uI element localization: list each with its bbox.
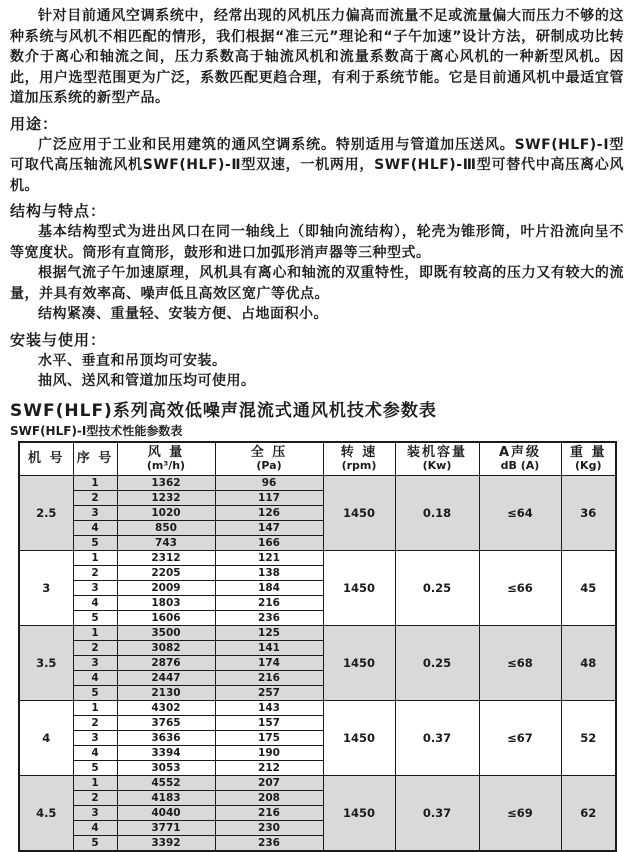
rpm-cell: 1450 xyxy=(323,550,395,625)
usage-paragraph: 广泛应用于工业和民用建筑的通风空调系统。特别适用与管道加压送风。SWF(HLF)-Ⅰ型可取代高压轴流风机SWF(HLF)-Ⅱ型双速，一机两用，SWF(HLF)-Ⅲ型可替代中高压离心风机。 xyxy=(10,136,624,194)
flow-cell: 1803 xyxy=(117,595,215,610)
seq-cell: 4 xyxy=(73,520,117,535)
seq-cell: 3 xyxy=(73,505,117,520)
seq-cell: 3 xyxy=(73,655,117,670)
noise-cell: ≤69 xyxy=(479,775,561,851)
pressure-cell: 236 xyxy=(215,610,323,625)
flow-cell: 743 xyxy=(117,535,215,550)
column-header: 风 量 (m³/h) xyxy=(117,442,215,476)
rpm-cell: 1450 xyxy=(323,475,395,550)
seq-cell: 1 xyxy=(73,700,117,715)
flow-cell: 2009 xyxy=(117,580,215,595)
seq-cell: 2 xyxy=(73,790,117,805)
flow-cell: 4552 xyxy=(117,775,215,790)
flow-cell: 2876 xyxy=(117,655,215,670)
model-cell: 3.5 xyxy=(19,625,73,700)
seq-cell: 1 xyxy=(73,550,117,565)
table-subtitle: SWF(HLF)-Ⅰ型技术性能参数表 xyxy=(10,423,183,438)
table-row xyxy=(19,475,616,490)
seq-cell: 5 xyxy=(73,685,117,700)
table-row xyxy=(19,625,616,640)
weight-cell: 36 xyxy=(561,475,616,550)
model-cell: 2.5 xyxy=(19,475,73,550)
flow-cell: 2447 xyxy=(117,670,215,685)
column-header: 重 量 (Kg) xyxy=(561,442,616,476)
flow-cell: 3771 xyxy=(117,820,215,835)
power-cell: 0.37 xyxy=(395,775,479,851)
section-heading-usage: 用途： xyxy=(10,114,59,133)
table-row xyxy=(19,775,616,790)
noise-cell: ≤67 xyxy=(479,700,561,775)
pressure-cell: 157 xyxy=(215,715,323,730)
spec-table xyxy=(18,441,617,852)
flow-cell: 3394 xyxy=(117,745,215,760)
model-cell: 3 xyxy=(19,550,73,625)
pressure-cell: 207 xyxy=(215,775,323,790)
flow-cell: 2205 xyxy=(117,565,215,580)
pressure-cell: 175 xyxy=(215,730,323,745)
model-cell: 4 xyxy=(19,700,73,775)
table-main-title: SWF(HLF)系列高效低噪声混流式通风机技术参数表 xyxy=(10,400,437,421)
seq-cell: 2 xyxy=(73,715,117,730)
pressure-cell: 216 xyxy=(215,595,323,610)
column-header: A声级 dB (A) xyxy=(479,442,561,476)
flow-cell: 4040 xyxy=(117,805,215,820)
pressure-cell: 96 xyxy=(215,475,323,490)
seq-cell: 3 xyxy=(73,805,117,820)
model-cell: 4.5 xyxy=(19,775,73,851)
seq-cell: 3 xyxy=(73,580,117,595)
column-header: 机 号 xyxy=(19,442,73,476)
seq-cell: 4 xyxy=(73,745,117,760)
power-cell: 0.18 xyxy=(395,475,479,550)
pressure-cell: 174 xyxy=(215,655,323,670)
pressure-cell: 126 xyxy=(215,505,323,520)
table-row xyxy=(19,700,616,715)
section-heading-structure: 结构与特点： xyxy=(10,202,107,220)
pressure-cell: 184 xyxy=(215,580,323,595)
seq-cell: 1 xyxy=(73,475,117,490)
seq-cell: 5 xyxy=(73,835,117,851)
pressure-cell: 125 xyxy=(215,625,323,640)
table-row xyxy=(19,550,616,565)
structure-paragraph-3: 结构紧凑、重量轻、安装方便、占地面积小。 xyxy=(38,306,328,322)
structure-paragraph-2: 根据气流子午加速原理，风机具有离心和轴流的双重特性，即既有较高的压力又有较大的流量，并具有效率高、噪声低且高效区宽广等优点。 xyxy=(10,265,624,302)
pressure-cell: 147 xyxy=(215,520,323,535)
pressure-cell: 236 xyxy=(215,835,323,851)
intro-paragraph: 针对目前通风空调系统中，经常出现的风机压力偏高而流量不足或流量偏大而压力不够的这种系统与风机不相匹配的情形，我们根据“准三元”理论和“子午加速”设计方法，研制成功比转数介于离心和轴流之间，压力系数高于轴流风机和流量系数高于离心风机的一种新型风机。因此，用户选型范围更为广泛，系数匹配更趋合理，有利于系统节能。它是目前通风机中最适宜管道加压系统的新型产品。 xyxy=(10,8,624,106)
seq-cell: 4 xyxy=(73,595,117,610)
column-header: 转 速 (rpm) xyxy=(323,442,395,476)
pressure-cell: 190 xyxy=(215,745,323,760)
column-header: 全 压 (Pa) xyxy=(215,442,323,476)
flow-cell: 3500 xyxy=(117,625,215,640)
pressure-cell: 230 xyxy=(215,820,323,835)
flow-cell: 850 xyxy=(117,520,215,535)
flow-cell: 1232 xyxy=(117,490,215,505)
flow-cell: 4183 xyxy=(117,790,215,805)
column-header: 序 号 xyxy=(73,442,117,476)
pressure-cell: 166 xyxy=(215,535,323,550)
power-cell: 0.25 xyxy=(395,625,479,700)
weight-cell: 62 xyxy=(561,775,616,851)
seq-cell: 5 xyxy=(73,535,117,550)
rpm-cell: 1450 xyxy=(323,775,395,851)
pressure-cell: 208 xyxy=(215,790,323,805)
pressure-cell: 257 xyxy=(215,685,323,700)
rpm-cell: 1450 xyxy=(323,700,395,775)
seq-cell: 2 xyxy=(73,490,117,505)
flow-cell: 3082 xyxy=(117,640,215,655)
seq-cell: 1 xyxy=(73,775,117,790)
weight-cell: 52 xyxy=(561,700,616,775)
spec-table-header-row xyxy=(19,442,616,476)
noise-cell: ≤68 xyxy=(479,625,561,700)
flow-cell: 1362 xyxy=(117,475,215,490)
flow-cell: 1020 xyxy=(117,505,215,520)
pressure-cell: 138 xyxy=(215,565,323,580)
pressure-cell: 216 xyxy=(215,805,323,820)
pressure-cell: 216 xyxy=(215,670,323,685)
seq-cell: 2 xyxy=(73,565,117,580)
noise-cell: ≤66 xyxy=(479,550,561,625)
seq-cell: 5 xyxy=(73,760,117,775)
pressure-cell: 117 xyxy=(215,490,323,505)
pressure-cell: 141 xyxy=(215,640,323,655)
column-header: 装机容量 (Kw) xyxy=(395,442,479,476)
rpm-cell: 1450 xyxy=(323,625,395,700)
structure-paragraph-1: 基本结构型式为进出风口在同一轴线上（即轴向流结构），轮壳为锥形筒，叶片沿流向呈不等宽度状。筒形有直筒形，鼓形和进口加弧形消声器等三种型式。 xyxy=(10,224,624,261)
weight-cell: 48 xyxy=(561,625,616,700)
seq-cell: 4 xyxy=(73,820,117,835)
seq-cell: 1 xyxy=(73,625,117,640)
noise-cell: ≤64 xyxy=(479,475,561,550)
seq-cell: 4 xyxy=(73,670,117,685)
pressure-cell: 143 xyxy=(215,700,323,715)
power-cell: 0.37 xyxy=(395,700,479,775)
power-cell: 0.25 xyxy=(395,550,479,625)
seq-cell: 5 xyxy=(73,610,117,625)
flow-cell: 2130 xyxy=(117,685,215,700)
seq-cell: 2 xyxy=(73,640,117,655)
seq-cell: 3 xyxy=(73,730,117,745)
section-heading-install: 安装与使用： xyxy=(10,330,107,349)
install-line-2: 抽风、送风和管道加压均可使用。 xyxy=(38,373,256,389)
weight-cell: 45 xyxy=(561,550,616,625)
flow-cell: 3765 xyxy=(117,715,215,730)
flow-cell: 3636 xyxy=(117,730,215,745)
flow-cell: 4302 xyxy=(117,700,215,715)
flow-cell: 1606 xyxy=(117,610,215,625)
flow-cell: 3053 xyxy=(117,760,215,775)
flow-cell: 2312 xyxy=(117,550,215,565)
pressure-cell: 212 xyxy=(215,760,323,775)
install-line-1: 水平、垂直和吊顶均可安装。 xyxy=(38,352,227,369)
flow-cell: 3392 xyxy=(117,835,215,851)
pressure-cell: 121 xyxy=(215,550,323,565)
